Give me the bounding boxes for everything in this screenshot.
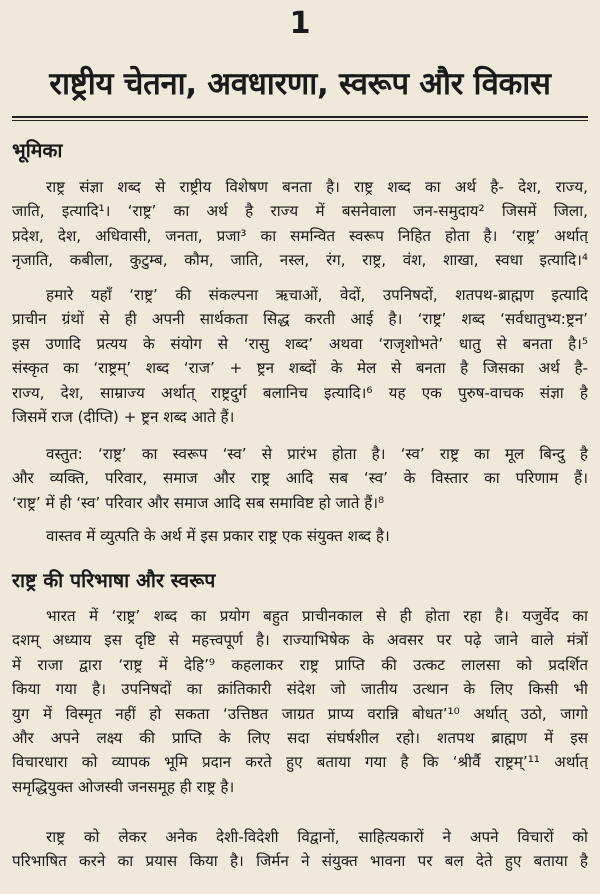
paragraph-definition-1: [12, 604, 588, 799]
title-rule: [12, 116, 588, 118]
paragraph-intro-3: [12, 442, 588, 515]
text-line: राष्ट्र संज्ञा शब्द से राष्ट्रीय विशेषण बनता है। राष्ट्र शब्द का अर्थ है- देश, राज्य,: [46, 178, 588, 196]
text-line: नृजाति, कबीला, कुटुम्ब, कौम, जाति, नस्ल, रंग, राष्ट्र, वंश, शाखा, स्वधा इत्यादि।⁴: [12, 251, 588, 270]
text-line: समृद्धियुक्त ओजस्वी जनसमूह ही राष्ट्र है।: [12, 777, 235, 796]
text-line: जिसमें राज (दीप्ति) + ष्ट्रन शब्द आते हैं।: [12, 408, 235, 427]
text-line: प्रदेश, देश, अधिवासी, जनता, प्रजा³ का समन्वित स्वरूप निहित होता है। ‘राष्ट्र’ अर्थात्: [12, 226, 588, 245]
paragraph-intro-1: [12, 175, 588, 273]
section-heading-intro: भूमिका: [12, 139, 63, 162]
text-line: वस्तुत: ‘राष्ट्र’ का स्वरूप ‘स्व’ से प्रारंभ होता है। ‘स्व’ राष्ट्र का मूल बिन्दु है: [46, 445, 588, 463]
text-line: किया गया है। उपनिषदों का क्रांतिकारी संदेश जो जातीय उत्थान के लिए किसी भी: [12, 680, 588, 699]
text-line: संस्कृत का ‘राष्ट्रम्’ शब्द ‘राज’ + ष्ट्रन शब्दों के मेल से बनता है जिसका अर्थ है-: [12, 359, 588, 378]
chapter-title: राष्ट्रीय चेतना, अवधारणा, स्वरूप और विकास: [49, 66, 551, 102]
text-line: दशम् अध्याय इस दृष्टि से महत्त्वपूर्ण है। राज्याभिषेक के अवसर पर पढ़े जाने वाले मंत्रों: [12, 631, 588, 650]
text-line: परिभाषित करने का प्रयास किया है। जिर्मन ने संयुक्त भावना पर बल देते हुए बताया है: [12, 852, 588, 871]
section-heading-definition: राष्ट्र की परिभाषा और स्वरूप: [12, 569, 216, 592]
text-line: जाति, इत्यादि¹। ‘राष्ट्र’ का अर्थ है राज्य में बसनेवाला जन-समुदाय² जिसमें जिला,: [12, 202, 588, 221]
paragraph-intro-2: [12, 283, 588, 429]
text-line: राज्य, देश, साम्राज्य अर्थात् राष्ट्रदुर्ग बलानिच इत्यादि।⁶ यह एक पुरुष-वाचक संज्ञा है: [12, 383, 588, 402]
text-line: में राजा द्वारा ‘राष्ट्र में देहि’⁹ कहलाकर राष्ट्र प्राप्ति की उत्कट लालसा को प्रदर्शित: [12, 655, 588, 674]
text-line: हमारे यहाँ ‘राष्ट्र’ की संकल्पना ऋचाओं, वेदों, उपनिषदों, शतपथ-ब्राह्मण इत्यादि: [46, 286, 588, 304]
text-line: और अपने लक्ष्य की प्राप्ति के लिए सदा संघर्षशील रहो। शतपथ ब्राह्मण में इस: [12, 729, 588, 748]
text-line: ‘राष्ट्र’ में ही ‘स्व’ परिवार और समाज आदि सब समाविष्ट हो जाते हैं।⁸: [12, 493, 385, 512]
text-line: भारत में ‘राष्ट्र’ शब्द का प्रयोग बहुत प्राचीनकाल से ही होता रहा है। यजुर्वेद का: [46, 607, 588, 625]
title-rule-thin: [12, 120, 588, 121]
text-line: वास्तव में व्युत्पति के अर्थ में इस प्रकार राष्ट्र एक संयुक्त शब्द है।: [46, 527, 390, 545]
text-line: इस उणादि प्रत्यय के संयोग से ‘रासु शब्द’ अथवा ‘राजृशोभते’ धातु से बनता है।⁵: [12, 334, 588, 353]
text-line: विचारधारा को व्यापक भूमि प्रदान करते हुए बताया गया है कि ‘श्रीर्वै राष्ट्रम्’¹¹ अर्थात्: [12, 753, 588, 772]
paragraph-definition-2: [12, 825, 588, 874]
paragraph-intro-4: [12, 524, 588, 548]
chapter-number: 1: [289, 6, 311, 41]
text-line: और व्यक्ति, परिवार, समाज और राष्ट्र आदि सब ‘स्व’ के विस्तार का परिणाम हैं।: [12, 469, 588, 488]
text-line: राष्ट्र को लेकर अनेक देशी-विदेशी विद्वानों, साहित्यकारों ने अपने विचारों को: [46, 828, 588, 846]
text-line: युग में विस्मृत नहीं हो सकता ‘उत्तिष्ठत जाग्रत प्राप्य वरान्नि बोधत’¹⁰ अर्थात् उठो, जागो: [12, 704, 588, 723]
text-line: प्राचीन ग्रंथों से ही अपनी सार्थकता सिद्ध करती आई है। ‘राष्ट्र’ शब्द ‘सर्वधातुभ्य:ष्ट्रन’: [12, 310, 588, 329]
